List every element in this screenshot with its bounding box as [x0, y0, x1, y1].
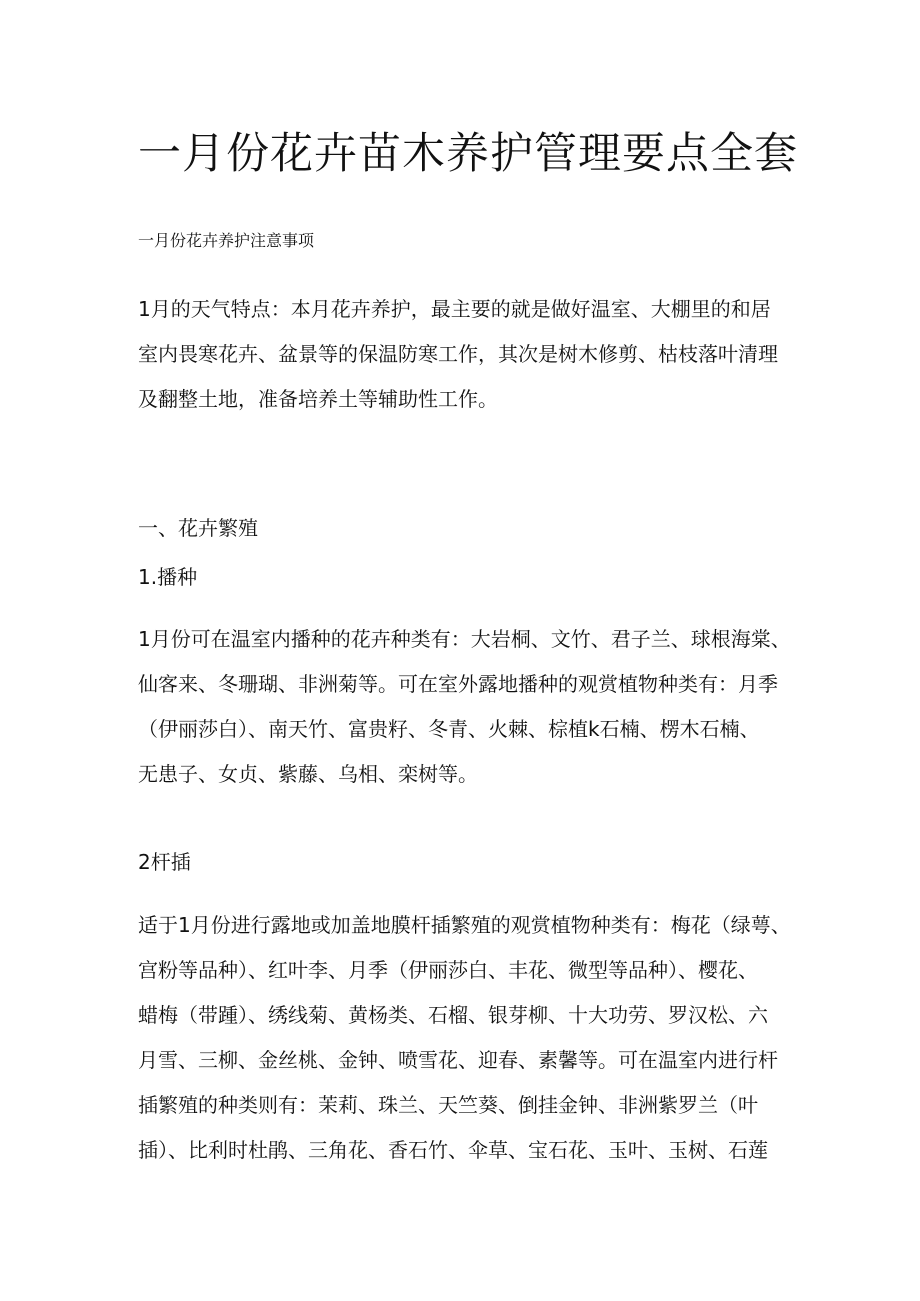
document-title: 一月份花卉苗木养护管理要点全套 — [138, 129, 798, 179]
subsection-heading-cuttings: 2杆插 — [138, 850, 191, 874]
paragraph-line: 室内畏寒花卉、盆景等的保温防寒工作，其次是树木修剪、枯枝落叶清理 — [138, 342, 778, 366]
paragraph-line: 无患子、女贞、紫藤、乌相、栾树等。 — [138, 762, 478, 786]
paragraph-line: 宫粉等品种）、红叶李、月季（伊丽莎白、丰花、微型等品种）、樱花、 — [138, 958, 758, 982]
cuttings-paragraph — [138, 903, 798, 1173]
paragraph-line: 1月的天气特点：本月花卉养护，最主要的就是做好温室、大棚里的和居 — [138, 297, 771, 321]
paragraph-line: 适于1月份进行露地或加盖地膜杆插繁殖的观赏植物种类有：梅花（绿萼、 — [138, 913, 791, 937]
section-heading-propagation: 一、花卉繁殖 — [138, 516, 258, 540]
paragraph-line: 及翻整土地，准备培养土等辅助性工作。 — [138, 387, 498, 411]
document-subtitle: 一月份花卉养护注意事项 — [138, 231, 315, 250]
intro-paragraph — [138, 287, 798, 422]
paragraph-line: 月雪、三柳、金丝桃、金钟、喷雪花、迎春、素馨等。可在温室内进行杆 — [138, 1048, 778, 1072]
subsection-heading-sowing: 1.播种 — [138, 565, 198, 589]
paragraph-line: 插繁殖的种类则有：茉莉、珠兰、天竺葵、倒挂金钟、非洲紫罗兰（叶 — [138, 1093, 758, 1117]
paragraph-line: 蜡梅（带踵）、绣线菊、黄杨类、石榴、银芽柳、十大功劳、罗汉松、六 — [138, 1003, 768, 1027]
paragraph-line: （伊丽莎白）、南天竹、富贵籽、冬青、火棘、棕植k石楠、楞木石楠、 — [138, 717, 760, 741]
paragraph-line: 仙客来、冬珊瑚、非洲菊等。可在室外露地播种的观赏植物种类有：月季 — [138, 672, 778, 696]
paragraph-line: 插）、比利时杜鹃、三角花、香石竹、伞草、宝石花、玉叶、玉树、石莲 — [138, 1138, 768, 1162]
paragraph-line: 1月份可在温室内播种的花卉种类有：大岩桐、文竹、君子兰、球根海棠、 — [138, 627, 791, 651]
sowing-paragraph — [138, 617, 798, 797]
